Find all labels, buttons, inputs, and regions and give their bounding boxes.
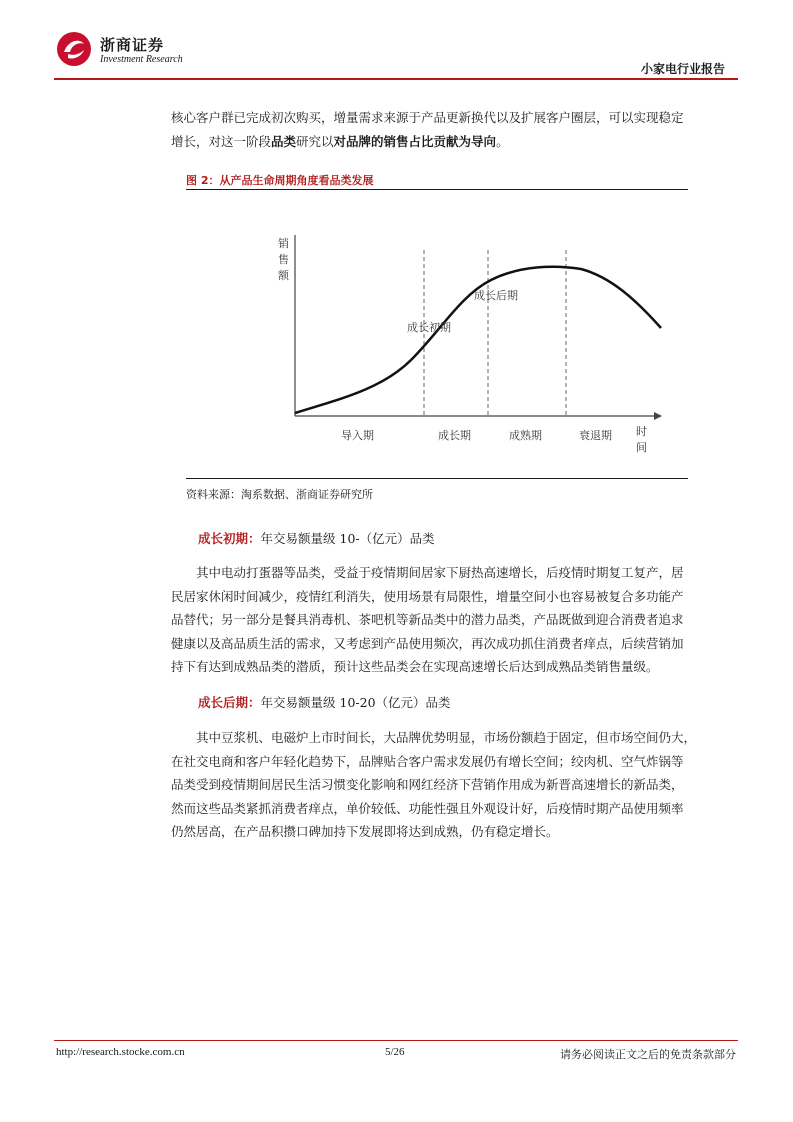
header-divider xyxy=(54,78,738,80)
ylabel-char-2: 售 xyxy=(278,253,289,266)
figure-title: 图 2：从产品生命周期角度看品类发展 xyxy=(186,174,374,187)
section-early-growth-body xyxy=(171,561,711,679)
section-desc: 年交易额量级 10-（亿元）品类 xyxy=(260,531,435,546)
stage-label-3: 成熟期 xyxy=(509,429,542,442)
intro-paragraph xyxy=(171,106,711,153)
para-line: 仍然居高，在产品积攒口碑加持下发展即将达到成熟，仍有稳定增长。 xyxy=(171,824,559,839)
annotation-late-growth: 成长后期 xyxy=(474,289,518,302)
section-label: 成长后期： xyxy=(198,695,261,710)
figure-top-rule xyxy=(186,189,688,190)
page-number: 5/26 xyxy=(385,1046,405,1058)
figure-source: 资料来源：淘系数据、浙商证券研究所 xyxy=(186,488,373,501)
ylabel-char-1: 销 xyxy=(278,237,289,250)
company-name-en: Investment Research xyxy=(100,54,183,65)
para-line: 在社交电商和客户年轻化趋势下，品牌贴合客户需求发展仍有增长空间；绞肉机、空气炸锅等 xyxy=(171,753,684,769)
xlabel-char-1: 时 xyxy=(636,425,647,438)
para-line: 其中豆浆机、电磁炉上市时间长，大品牌优势明显，市场份额趋于固定，但市场空间仍大， xyxy=(196,730,697,745)
lifecycle-chart xyxy=(186,195,688,475)
annotation-early-growth: 成长初期 xyxy=(407,321,451,334)
para-line: 其中电动打蛋器等品类，受益于疫情期间居家下厨热高速增长，后疫情时期复工复产，居 xyxy=(196,565,684,580)
para-line: 民居家休闲时间减少，疫情红利消失，使用场景有局限性，增量空间小也容易被复合多功能产 xyxy=(171,588,684,604)
footer-divider xyxy=(54,1040,738,1041)
section-label: 成长初期： xyxy=(198,531,261,546)
company-logo-icon xyxy=(54,30,94,68)
intro-line-2: 增长，对这一阶段品类研究以对品牌的销售占比贡献为导向。 xyxy=(171,133,509,149)
footer-url-link[interactable]: http://research.stocke.com.cn xyxy=(56,1046,185,1058)
para-line: 品替代；另一部分是餐具消毒机、茶吧机等新品类中的潜力品类，产品既做到迎合消费者追求 xyxy=(171,612,684,627)
report-title: 小家电行业报告 xyxy=(640,62,725,76)
para-line: 然而这些品类紧抓消费者痒点，单价较低、功能性强且外观设计好，后疫情时期产品使用频率 xyxy=(171,800,684,816)
section-early-growth-heading xyxy=(198,529,435,547)
x-axis-arrow xyxy=(654,412,662,420)
ylabel-char-3: 额 xyxy=(278,269,289,282)
stage-label-4: 衰退期 xyxy=(579,429,612,442)
stage-label-2: 成长期 xyxy=(438,429,471,442)
section-late-growth-heading xyxy=(198,693,451,711)
figure-bottom-rule xyxy=(186,478,688,479)
para-line: 持下有达到成熟品类的潜质，预计这些品类会在实现高速增长后达到成熟品类销售量级。 xyxy=(171,659,659,674)
section-late-growth-body xyxy=(171,726,711,844)
section-desc: 年交易额量级 10-20（亿元）品类 xyxy=(260,695,451,710)
para-line: 健康以及高品质生活的需求，又考虑到产品使用频次，再次成功抓住消费者痒点，后续营销加 xyxy=(171,635,684,651)
intro-line-1: 核心客户群已完成初次购买，增量需求来源于产品更新换代以及扩展客户圈层，可以实现稳定 xyxy=(171,110,684,125)
footer-disclaimer: 请务必阅读正文之后的免责条款部分 xyxy=(560,1048,736,1061)
stage-label-1: 导入期 xyxy=(341,429,374,442)
para-line: 品类受到疫情期间居民生活习惯变化影响和网红经济下营销作用成为新晋高速增长的新品类， xyxy=(171,777,684,792)
xlabel-char-2: 间 xyxy=(636,441,647,454)
company-name-cn: 浙商证券 xyxy=(100,36,165,54)
